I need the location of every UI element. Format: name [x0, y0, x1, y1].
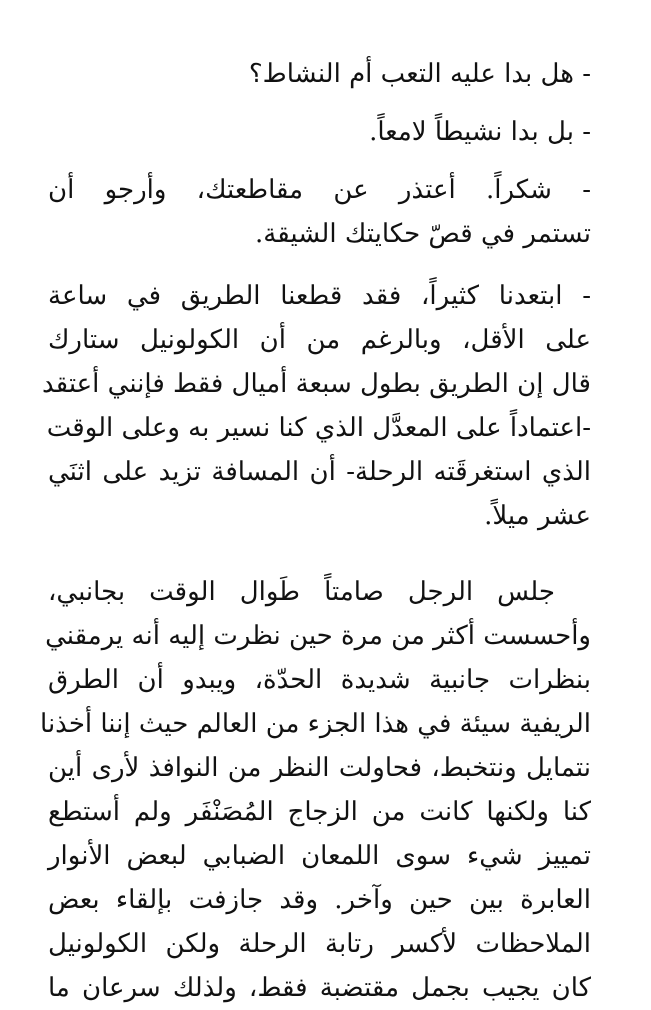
text-line: الذي استغرقَته الرحلة- أن المسافة تزيد على اثنَي	[48, 457, 591, 487]
text-line: تستمر في قصّ حكايتك الشيقة.	[255, 219, 591, 249]
text-line: تمييز شيء سوى اللمعان الضبابي لبعض الأنوار	[48, 841, 591, 871]
dialog-paragraph-4	[42, 274, 591, 538]
dialog-paragraph-3	[48, 168, 591, 256]
text-line: الريفية سيئة في هذا الجزء من العالم حيث إننا أخذنا	[40, 709, 591, 739]
text-line: بنظرات جانبية شديدة الحدّة، ويبدو أن الطرق	[48, 665, 591, 695]
text-line: على الأقل، وبالرغم من أن الكولونيل ستارك	[48, 325, 591, 355]
dialog-paragraph-1	[48, 52, 591, 96]
text-line: كنا ولكنها كانت من الزجاج المُصَنْفَر ولم أستطع	[48, 797, 591, 827]
text-line: الملاحظات لأكسر رتابة الرحلة ولكن الكولونيل	[48, 929, 591, 959]
text-line: وأحسست أكثر من مرة حين نظرت إليه أنه يرمقني	[45, 621, 591, 651]
text-line: كان يجيب بجمل مقتضبة فقط، ولذلك سرعان ما	[48, 973, 591, 1003]
text-line: - شكراً. أعتذر عن مقاطعتك، وأرجو أن	[48, 175, 591, 205]
text-line: عشر ميلاً.	[484, 501, 591, 531]
text-line: - هل بدا عليه التعب أم النشاط؟	[248, 59, 591, 89]
dialog-paragraph-2	[48, 110, 591, 154]
narrative-paragraph	[40, 570, 591, 1010]
text-line: - بل بدا نشيطاً لامعاً.	[369, 117, 591, 147]
text-line: - ابتعدنا كثيراً، فقد قطعنا الطريق في ساعة	[48, 281, 591, 311]
text-line: -اعتماداً على المعدَّل الذي كنا نسير به وعلى الوقت	[46, 413, 591, 443]
text-line: العابرة بين حين وآخر. وقد جازفت بإلقاء بعض	[48, 885, 591, 915]
text-line: جلس الرجل صامتاً طَوال الوقت بجانبي،	[48, 577, 555, 607]
text-line: قال إن الطريق بطول سبعة أميال فقط فإنني أعتقد	[42, 369, 591, 399]
text-line: نتمايل ونتخبط، فحاولت النظر من النوافذ لأرى أين	[48, 753, 591, 783]
